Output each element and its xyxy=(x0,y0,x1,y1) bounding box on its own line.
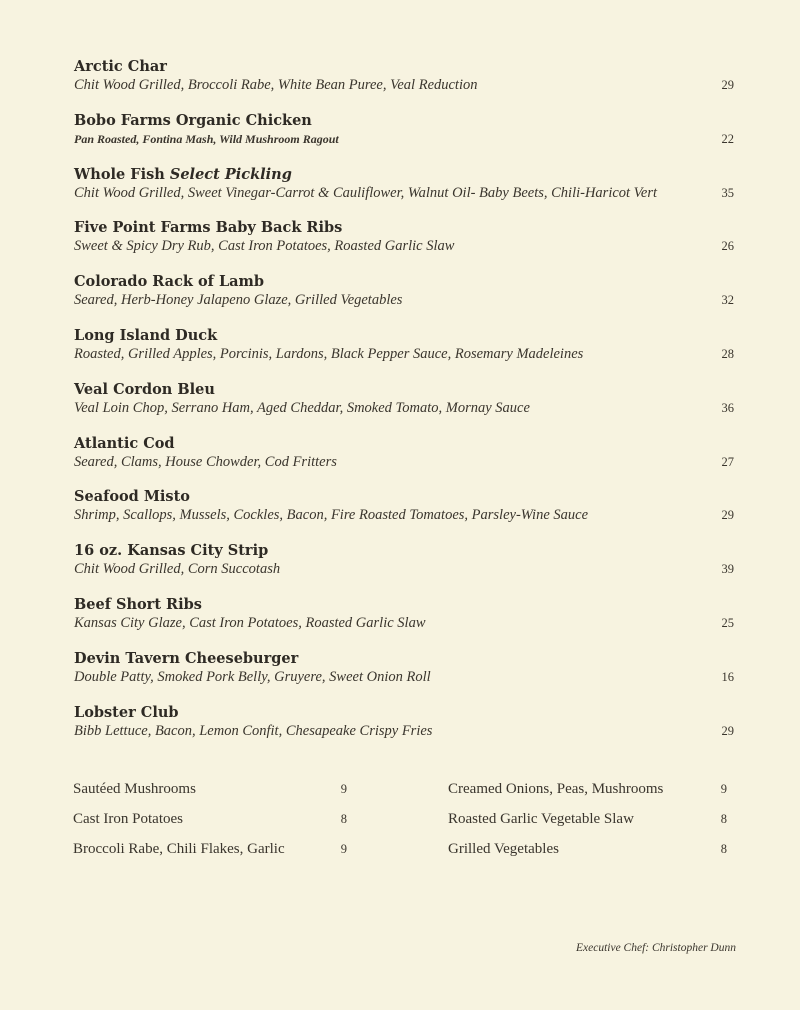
menu-item-price: 29 xyxy=(721,508,734,523)
side-item-name: Broccoli Rabe, Chili Flakes, Garlic xyxy=(73,841,285,857)
side-item-name: Grilled Vegetables xyxy=(448,841,559,857)
menu-item-name: Veal Cordon Bleu xyxy=(74,380,215,398)
menu-item-name: Long Island Duck xyxy=(74,326,218,344)
menu-item-description: Bibb Lettuce, Bacon, Lemon Confit, Chesapeake Crispy Fries xyxy=(74,722,433,739)
menu-item-name: Devin Tavern Cheeseburger xyxy=(74,649,299,667)
side-item-price: 9 xyxy=(340,842,347,856)
sides-column-left xyxy=(73,778,353,868)
executive-chef-credit: Executive Chef: Christopher Dunn xyxy=(575,942,736,954)
menu-item-price: 28 xyxy=(721,346,734,361)
menu-item-description: Kansas City Glaze, Cast Iron Potatoes, Roasted Garlic Slaw xyxy=(74,614,426,631)
menu-item-price: 29 xyxy=(721,723,734,738)
menu-item xyxy=(74,112,736,166)
menu-item-title xyxy=(74,327,736,345)
menu-item-price: 27 xyxy=(721,454,734,469)
menu-item-description: Pan Roasted, Fontina Mash, Wild Mushroom Ragout xyxy=(74,131,339,146)
menu-item-title xyxy=(74,650,736,668)
menu-item-title xyxy=(74,58,736,76)
side-item-price: 8 xyxy=(340,812,347,826)
side-item xyxy=(448,838,733,868)
menu-item-title xyxy=(74,542,736,560)
menu-item-name: Whole Fish xyxy=(74,165,165,183)
menu-item-name: Five Point Farms Baby Back Ribs xyxy=(74,219,343,237)
menu-item-description: Seared, Clams, House Chowder, Cod Fritters xyxy=(74,453,337,470)
side-item-price: 8 xyxy=(720,812,727,826)
menu-item-price: 25 xyxy=(721,615,734,630)
menu-item-name: Bobo Farms Organic Chicken xyxy=(74,111,312,129)
menu-item-price: 16 xyxy=(721,669,734,684)
menu-item xyxy=(74,166,736,220)
menu-item xyxy=(74,704,736,758)
entrees-list xyxy=(74,58,736,757)
menu-item-price: 26 xyxy=(721,239,734,254)
menu-item-title xyxy=(74,166,736,184)
menu-item-title xyxy=(74,219,736,237)
menu-item-name: Lobster Club xyxy=(74,703,179,721)
side-item-name: Cast Iron Potatoes xyxy=(73,811,183,827)
menu-item-price: 22 xyxy=(721,131,734,146)
menu-item-name: Seafood Misto xyxy=(74,488,190,506)
menu-item xyxy=(74,596,736,650)
menu-item xyxy=(74,488,736,542)
menu-item xyxy=(74,219,736,273)
side-item-name: Creamed Onions, Peas, Mushrooms xyxy=(448,781,664,797)
menu-item-title xyxy=(74,381,736,399)
menu-item-title xyxy=(74,704,736,722)
side-item xyxy=(448,778,733,808)
menu-item xyxy=(74,273,736,327)
menu-item-price: 36 xyxy=(721,400,734,415)
menu-item-title xyxy=(74,112,736,130)
menu-item-description: Veal Loin Chop, Serrano Ham, Aged Cheddar, Smoked Tomato, Mornay Sauce xyxy=(74,399,530,416)
side-item-price: 9 xyxy=(340,782,347,796)
menu-item-description: Shrimp, Scallops, Mussels, Cockles, Bacon, Fire Roasted Tomatoes, Parsley-Wine Sauce xyxy=(74,507,589,524)
menu-item xyxy=(74,381,736,435)
menu-item-description: Double Patty, Smoked Pork Belly, Gruyere, Sweet Onion Roll xyxy=(74,668,431,685)
menu-item-title xyxy=(74,435,736,453)
menu-item-name: Colorado Rack of Lamb xyxy=(74,273,265,291)
side-item xyxy=(73,808,353,838)
menu-item-description: Sweet & Spicy Dry Rub, Cast Iron Potatoes, Roasted Garlic Slaw xyxy=(74,238,455,255)
menu-item-description: Roasted, Grilled Apples, Porcinis, Lardons, Black Pepper Sauce, Rosemary Madeleines xyxy=(74,345,584,362)
menu-item-title-suffix: Select Pickling xyxy=(169,165,292,183)
menu-item-description: Chit Wood Grilled, Broccoli Rabe, White Bean Puree, Veal Reduction xyxy=(74,77,478,93)
menu-item-name: 16 oz. Kansas City Strip xyxy=(74,542,269,560)
side-item-price: 9 xyxy=(720,782,727,796)
menu-item-description: Chit Wood Grilled, Corn Succotash xyxy=(74,561,281,578)
menu-item xyxy=(74,542,736,596)
menu-item-description: Seared, Herb-Honey Jalapeno Glaze, Grilled Vegetables xyxy=(74,292,403,309)
menu-item-title xyxy=(74,488,736,506)
sides-column-right xyxy=(448,778,733,868)
menu-item xyxy=(74,327,736,381)
side-item xyxy=(448,808,733,838)
menu-item xyxy=(74,650,736,704)
menu-item-price: 39 xyxy=(721,562,734,577)
menu-item xyxy=(74,435,736,489)
menu-item-price: 32 xyxy=(721,293,734,308)
menu-item-title xyxy=(74,273,736,291)
side-item xyxy=(73,778,353,808)
menu-item-name: Arctic Char xyxy=(74,58,167,75)
menu-item-price: 35 xyxy=(721,185,734,200)
menu-item-description: Chit Wood Grilled, Sweet Vinegar-Carrot & Cauliflower, Walnut Oil- Baby Beets, Chili-Haricot Vert xyxy=(74,184,658,201)
side-item-name: Roasted Garlic Vegetable Slaw xyxy=(448,811,634,827)
menu-item xyxy=(74,58,736,112)
menu-item-name: Beef Short Ribs xyxy=(74,595,202,613)
side-item-name: Sautéed Mushrooms xyxy=(73,781,196,797)
side-item-price: 8 xyxy=(720,842,727,856)
side-item xyxy=(73,838,353,868)
menu-item-price: 29 xyxy=(721,78,734,92)
menu-item-title xyxy=(74,596,736,614)
menu-item-name: Atlantic Cod xyxy=(74,434,175,452)
